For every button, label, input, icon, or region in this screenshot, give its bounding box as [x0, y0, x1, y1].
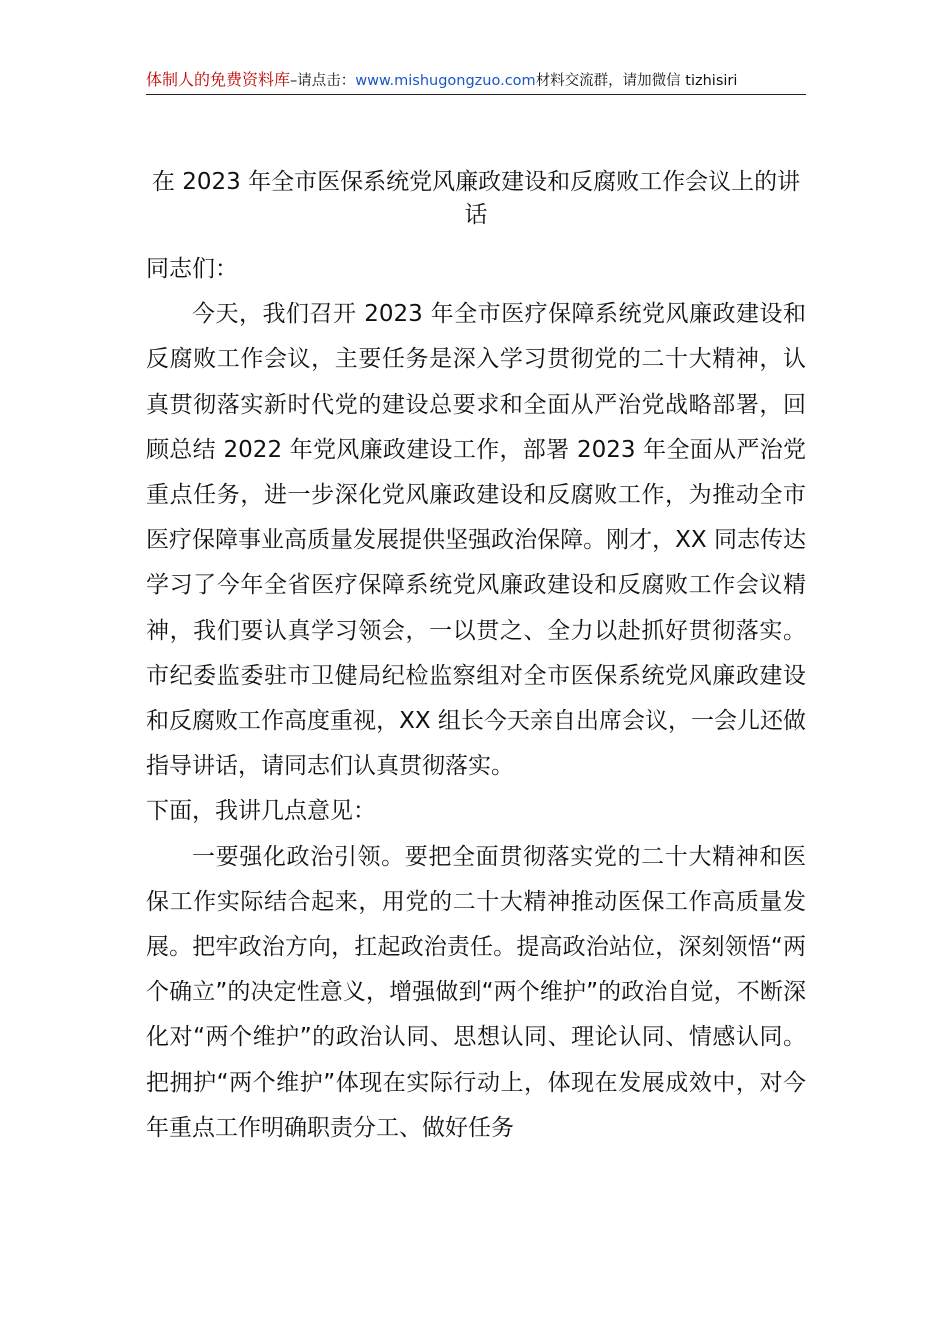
page-header	[146, 68, 806, 95]
salutation: 同志们：	[146, 256, 238, 282]
header-note: 材料交流群，请加微信 tizhisiri	[535, 73, 738, 89]
header-site-name: 体制人的免费资料库	[146, 70, 291, 89]
header-separator: –请点击：	[290, 73, 356, 89]
document-title: 在 2023 年全市医保系统党风廉政建设和反腐败工作会议上的讲话	[151, 169, 801, 228]
header-url-link[interactable]: www.mishugongzuo.com	[355, 73, 536, 89]
document-body	[146, 247, 806, 1151]
paragraph-2: 一要强化政治引领。要把全面贯彻落实党的二十大精神和医保工作实际结合起来，用党的二十大精神推动医保工作高质量发展。把牢政治方向，扛起政治责任。提高政治站位，深刻领悟“两个确立”的决定性意义，增强做到“两个维护”的政治自觉，不断深化对“两个维护”的政治认同、思想认同、理论认同、情感认同。把拥护“两个维护”体现在实际行动上，体现在发展成效中，对今年重点工作明确职责分工、做好任务	[146, 843, 806, 1141]
paragraph-1: 今天，我们召开 2023 年全市医疗保障系统党风廉政建设和反腐败工作会议，主要任务是深入学习贯彻党的二十大精神，认真贯彻落实新时代党的建设总要求和全面从严治党战略部署，回顾总结 2022 年党风廉政建设工作，部署 2023 年全面从严治党重点任务，进一步深化党风廉政建设和反腐败工作，为推动全市医疗保障事业高质量发展提供坚强政治保障。刚才，XX 同志传达学习了今年全省医疗保障系统党风廉政建设和反腐败工作会议精神，我们要认真学习领会，一以贯之、全力以赴抓好贯彻落实。市纪委监委驻市卫健局纪检监察组对全市医保系统党风廉政建设和反腐败工作高度重视，XX 组长今天亲自出席会议，一会儿还做指导讲话，请同志们认真贯彻落实。	[146, 301, 806, 780]
closing-line: 下面，我讲几点意见：	[146, 798, 376, 825]
